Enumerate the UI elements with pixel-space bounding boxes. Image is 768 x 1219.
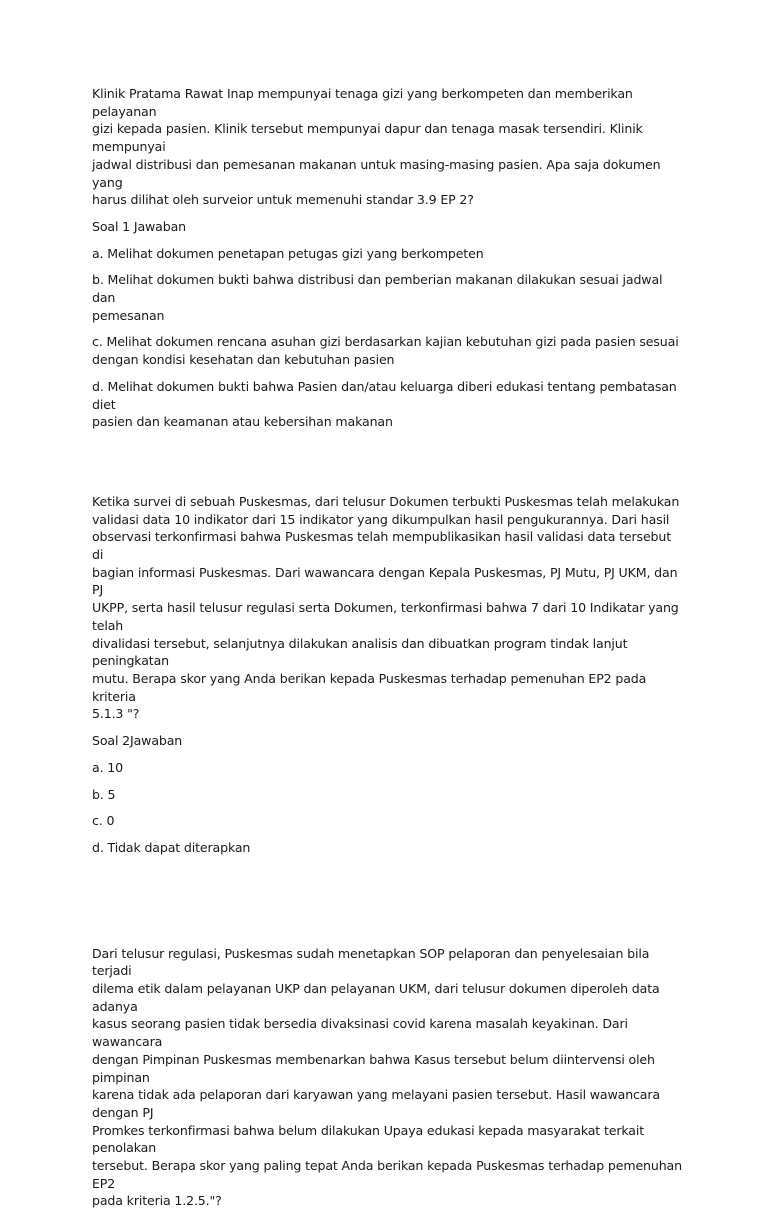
question-3-text: Dari telusur regulasi, Puskesmas sudah menetapkan SOP pelaporan dan penyelesaian bila terjadi dilema etik dalam pelayanan UKP dan pelayanan UKM, dari telusur dokumen diperoleh data adanya kasus seorang pasien tidak bersedia divaksinasi covid karena masalah keyakinan. Dari wawancara dengan Pimpinan Puskesmas membenarkan bahwa Kasus tersebut belum diintervensi oleh pimpinan karena tidak ada pelaporan dari karyawan yang melayani pasien tersebut. Hasil wawancara dengan PJ Promkes terkonfirmasi bahwa belum dilakukan Upaya edukasi kepada masyarakat terkait penolakan tersebut. Berapa skor yang paling tepat Anda berikan kepada Puskesmas terhadap pemenuhan EP2 pada kriteria 1.2.5."? bbox=[92, 945, 682, 1209]
question-2-option-b: b. 5 bbox=[92, 786, 116, 802]
question-2-option-d: d. Tidak dapat diterapkan bbox=[92, 839, 251, 855]
question-2-option-c: c. 0 bbox=[92, 813, 115, 829]
question-1-option-b: b. Melihat dokumen bukti bahwa distribusi dan pemberian makanan dilakukan sesuai jadwal dan pemesanan bbox=[92, 272, 663, 323]
question-1-option-c: c. Melihat dokumen rencana asuhan gizi berdasarkan kajian kebutuhan gizi pada pasien sesuai dengan kondisi kesehatan dan kebutuhan pasien bbox=[92, 334, 679, 368]
question-1-text: Klinik Pratama Rawat Inap mempunyai tenaga gizi yang berkompeten dan memberikan pelayanan gizi kepada pasien. Klinik tersebut mempunyai dapur dan tenaga masak tersendiri. Klinik mempunyai jadwal distribusi dan pemesanan makanan untuk masing-masing pasien. Apa saja dokumen yang harus dilihat oleh surveior untuk memenuhi standar 3.9 EP 2? bbox=[92, 86, 661, 208]
question-2-option-a: a. 10 bbox=[92, 759, 123, 775]
question-1-answer-label: Soal 1 Jawaban bbox=[92, 218, 186, 234]
question-2-text: Ketika survei di sebuah Puskesmas, dari telusur Dokumen terbukti Puskesmas telah melakukan validasi data 10 indikator dari 15 indikator yang dikumpulkan hasil pengukurannya. Dari hasil observasi terkonfirmasi bahwa Puskesmas telah mempublikasikan hasil validasi data tersebut di bagian informasi Puskesmas. Dari wawancara dengan Kepala Puskesmas, PJ Mutu, PJ UKM, dan PJ UKPP, serta hasil telusur regulasi serta Dokumen, terkonfirmasi bahwa 7 dari 10 Indikatar yang telah divalidasi tersebut, selanjutnya dilakukan analisis dan dibuatkan program tindak lanjut peningkatan mutu. Berapa skor yang Anda berikan kepada Puskesmas terhadap pemenuhan EP2 pada kriteria 5.1.3 "? bbox=[92, 493, 680, 722]
blank-spacing bbox=[92, 866, 682, 945]
blank-spacing bbox=[92, 440, 682, 493]
question-2-answer-label: Soal 2Jawaban bbox=[92, 733, 183, 749]
document-page bbox=[92, 85, 682, 1219]
question-1-option-a: a. Melihat dokumen penetapan petugas gizi yang berkompeten bbox=[92, 245, 484, 261]
question-1-option-d: d. Melihat dokumen bukti bahwa Pasien dan/atau keluarga diberi edukasi tentang pembatasan diet pasien dan keamanan atau kebersihan makanan bbox=[92, 378, 677, 430]
